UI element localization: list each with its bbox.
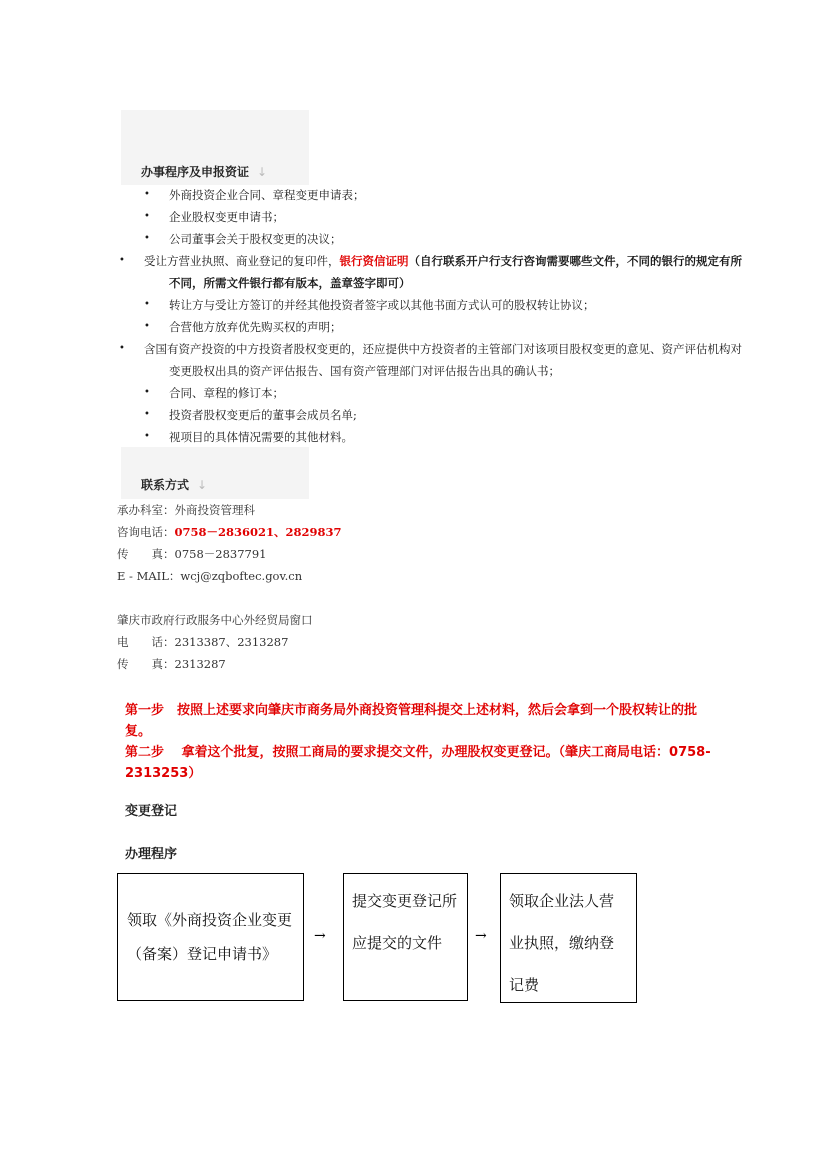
bullet-icon: • (144, 189, 150, 200)
phone-line: 咨询电话：0758－2836021、2829837 (117, 525, 342, 539)
flow-arrow-icon: → (475, 928, 487, 944)
list-item: • 合营他方放弃优先购买权的声明； (144, 316, 744, 338)
list-item: • 投资者股权变更后的董事会成员名单; (144, 404, 744, 426)
bullet-icon: • (144, 233, 150, 244)
down-arrow-icon: ↓ (257, 165, 268, 179)
materials-list (119, 184, 744, 448)
list-item: • 受让方营业执照、商业登记的复印件，银行资信证明（自行联系开户行支行咨询需要哪些文件，不同的银行的规定有所不同，所需文件银行都有版本，盖章签字即可） (119, 254, 742, 290)
change-registration-heading: 变更登记 (125, 804, 178, 819)
list-item: • 含国有资产投资的中方投资者股权变更的，还应提供中方投资者的主管部门对该项目股权变更的意见、资产评估机构对变更股权出具的资产评估报告、国有资产管理部门对评估报告出具的确认书； (119, 342, 742, 378)
section-title-contact (141, 476, 207, 493)
contact-info (117, 499, 342, 675)
flow-step-1: 领取《外商投资企业变更（备案）登记申请书》 (117, 873, 304, 1001)
down-arrow-icon: ↓ (197, 478, 208, 492)
bullet-icon: • (144, 409, 150, 420)
steps-block (125, 700, 715, 784)
list-item: • 合同、章程的修订本； (144, 382, 744, 404)
flow-arrow-icon: → (314, 928, 326, 944)
list-item: • 企业股权变更申请书； (144, 206, 744, 228)
procedure-heading: 办理程序 (125, 847, 178, 862)
bank-credit-note: （自行联系开户行支行咨询需要哪些文件，不同的银行的规定有所不同，所需文件银行都有版本，盖章签字即可） (169, 254, 742, 290)
flow-step-2: 提交变更登记所应提交的文件 (343, 873, 468, 1001)
step-one: 第一步 按照上述要求向肇庆市商务局外商投资管理科提交上述材料，然后会拿到一个股权转让的批复。 (125, 703, 698, 739)
fax2-line: 传 真：2313287 (117, 657, 226, 671)
email-line: E - MAIL：wcj@zqboftec.gov.cn (117, 569, 303, 583)
fax-line: 传 真：0758－2837791 (117, 547, 267, 561)
bullet-icon: • (144, 299, 150, 310)
section-title-text: 办事程序及申报资证 (141, 165, 250, 179)
email-address: wcj@zqboftec.gov.cn (180, 569, 303, 583)
list-item: • 视项目的具体情况需要的其他材料。 (144, 426, 744, 448)
step-two: 第二步 拿着这个批复，按照工商局的要求提交文件，办理股权变更登记。（肇庆工商局电话：0758-2313253） (125, 745, 711, 781)
bullet-icon: • (144, 321, 150, 332)
contact-title-text: 联系方式 (141, 478, 190, 492)
bullet-icon: • (144, 431, 150, 442)
office-line: 承办科室：外商投资管理科 (117, 503, 255, 517)
list-item: • 公司董事会关于股权变更的决议； (144, 228, 744, 250)
section-title-procedure (141, 163, 267, 180)
bullet-icon: • (144, 211, 150, 222)
bullet-icon: • (144, 387, 150, 398)
window-line: 肇庆市政府行政服务中心外经贸局窗口 (117, 613, 313, 627)
flow-step-3: 领取企业法人营业执照，缴纳登记费 (500, 873, 637, 1003)
tel2-line: 电 话：2313387、2313287 (117, 635, 289, 649)
list-item: • 转让方与受让方签订的并经其他投资者签字或以其他书面方式认可的股权转让协议； (144, 294, 744, 316)
list-item: • 外商投资企业合同、章程变更申请表； (144, 184, 744, 206)
phone-number: 0758－2836021、2829837 (174, 525, 342, 539)
bank-credit-highlight: 银行资信证明 (339, 254, 409, 268)
